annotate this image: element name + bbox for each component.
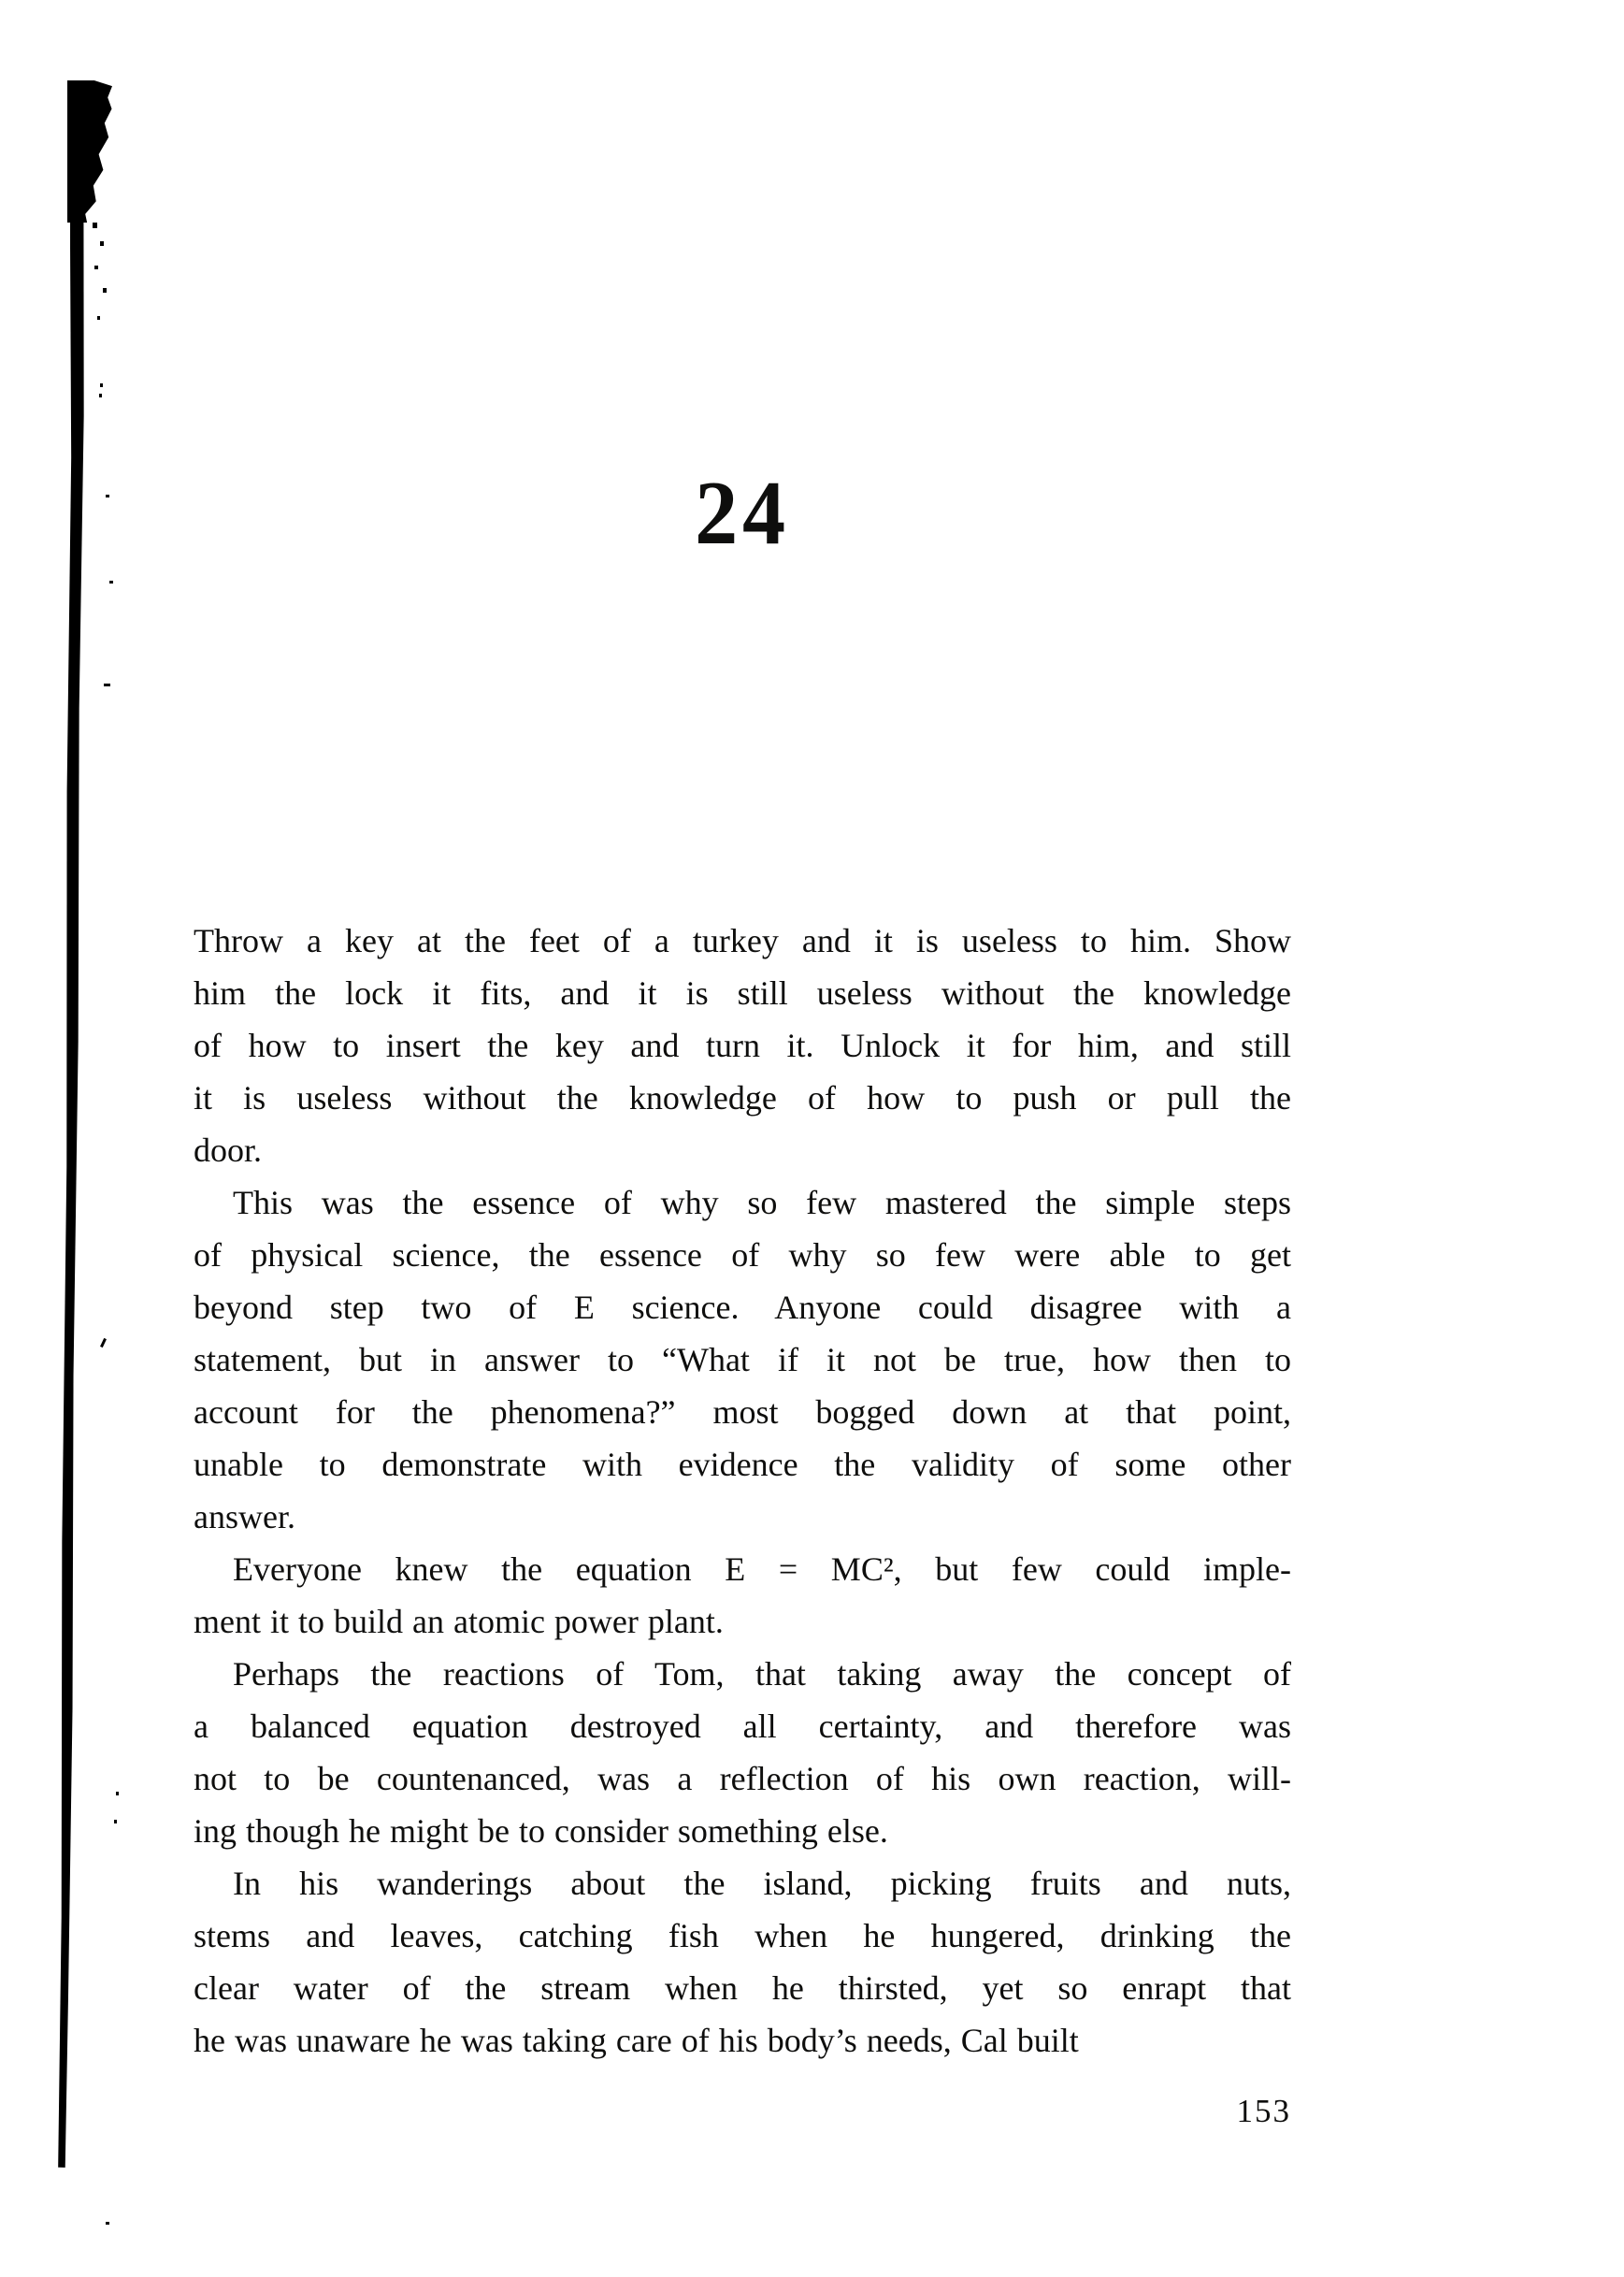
text-line: In his wanderings about the island, picking fruits and nuts, bbox=[233, 1865, 1291, 1902]
scan-speck bbox=[97, 316, 100, 320]
text-line: Perhaps the reactions of Tom, that taking away the concept of bbox=[233, 1655, 1291, 1693]
text-line: door. bbox=[194, 1131, 263, 1169]
scan-speck bbox=[109, 581, 113, 584]
scan-speck bbox=[100, 383, 103, 387]
text-line: stems and leaves, catching fish when he hungered, drinking the bbox=[194, 1917, 1291, 1954]
text-line: him the lock it fits, and it is still useless without the knowledge bbox=[194, 974, 1291, 1012]
text-line: beyond step two of E science. Anyone could disagree with a bbox=[194, 1289, 1291, 1326]
text-line: This was the essence of why so few mastered the simple steps bbox=[233, 1184, 1291, 1221]
scan-speck bbox=[99, 394, 102, 397]
text-line: ing though he might be to consider something else. bbox=[194, 1812, 888, 1850]
page-number: 153 bbox=[1236, 2093, 1291, 2129]
body-text-block bbox=[194, 915, 1291, 2067]
text-line: account for the phenomena?” most bogged down at that point, bbox=[194, 1393, 1291, 1431]
text-line: a balanced equation destroyed all certainty, and therefore was bbox=[194, 1708, 1291, 1745]
chapter-number-heading: 24 bbox=[695, 463, 790, 563]
scan-speck bbox=[114, 1820, 117, 1823]
text-line: unable to demonstrate with evidence the validity of some other bbox=[194, 1446, 1291, 1483]
scan-speck bbox=[103, 288, 107, 293]
text-line: ment it to build an atomic power plant. bbox=[194, 1603, 724, 1640]
text-line: statement, but in answer to “What if it not be true, how then to bbox=[194, 1341, 1291, 1378]
text-line: clear water of the stream when he thirsted, yet so enrapt that bbox=[194, 1969, 1291, 2007]
text-line: Throw a key at the feet of a turkey and it is useless to him. Show bbox=[194, 922, 1291, 959]
text-line: answer. bbox=[194, 1498, 295, 1535]
text-line: of how to insert the key and turn it. Unlock it for him, and still bbox=[194, 1027, 1291, 1064]
scan-speck bbox=[93, 223, 97, 228]
scan-speck bbox=[100, 241, 104, 246]
text-line: Everyone knew the equation E = MC², but few could imple- bbox=[233, 1550, 1291, 1588]
text-line: not to be countenanced, was a reflection of his own reaction, will- bbox=[194, 1760, 1291, 1797]
scan-speck bbox=[100, 1338, 107, 1347]
scan-speck bbox=[106, 2222, 109, 2225]
binding-bar-artifact bbox=[53, 82, 87, 2168]
scan-speck bbox=[116, 1792, 119, 1795]
scan-speck bbox=[104, 684, 110, 686]
text-line: it is useless without the knowledge of how to push or pull the bbox=[194, 1079, 1291, 1117]
scan-speck bbox=[106, 495, 109, 497]
text-line: he was unaware he was taking care of his body’s needs, Cal built bbox=[194, 2022, 1079, 2059]
scan-speck bbox=[94, 266, 98, 269]
text-line: of physical science, the essence of why so few were able to get bbox=[194, 1236, 1291, 1274]
